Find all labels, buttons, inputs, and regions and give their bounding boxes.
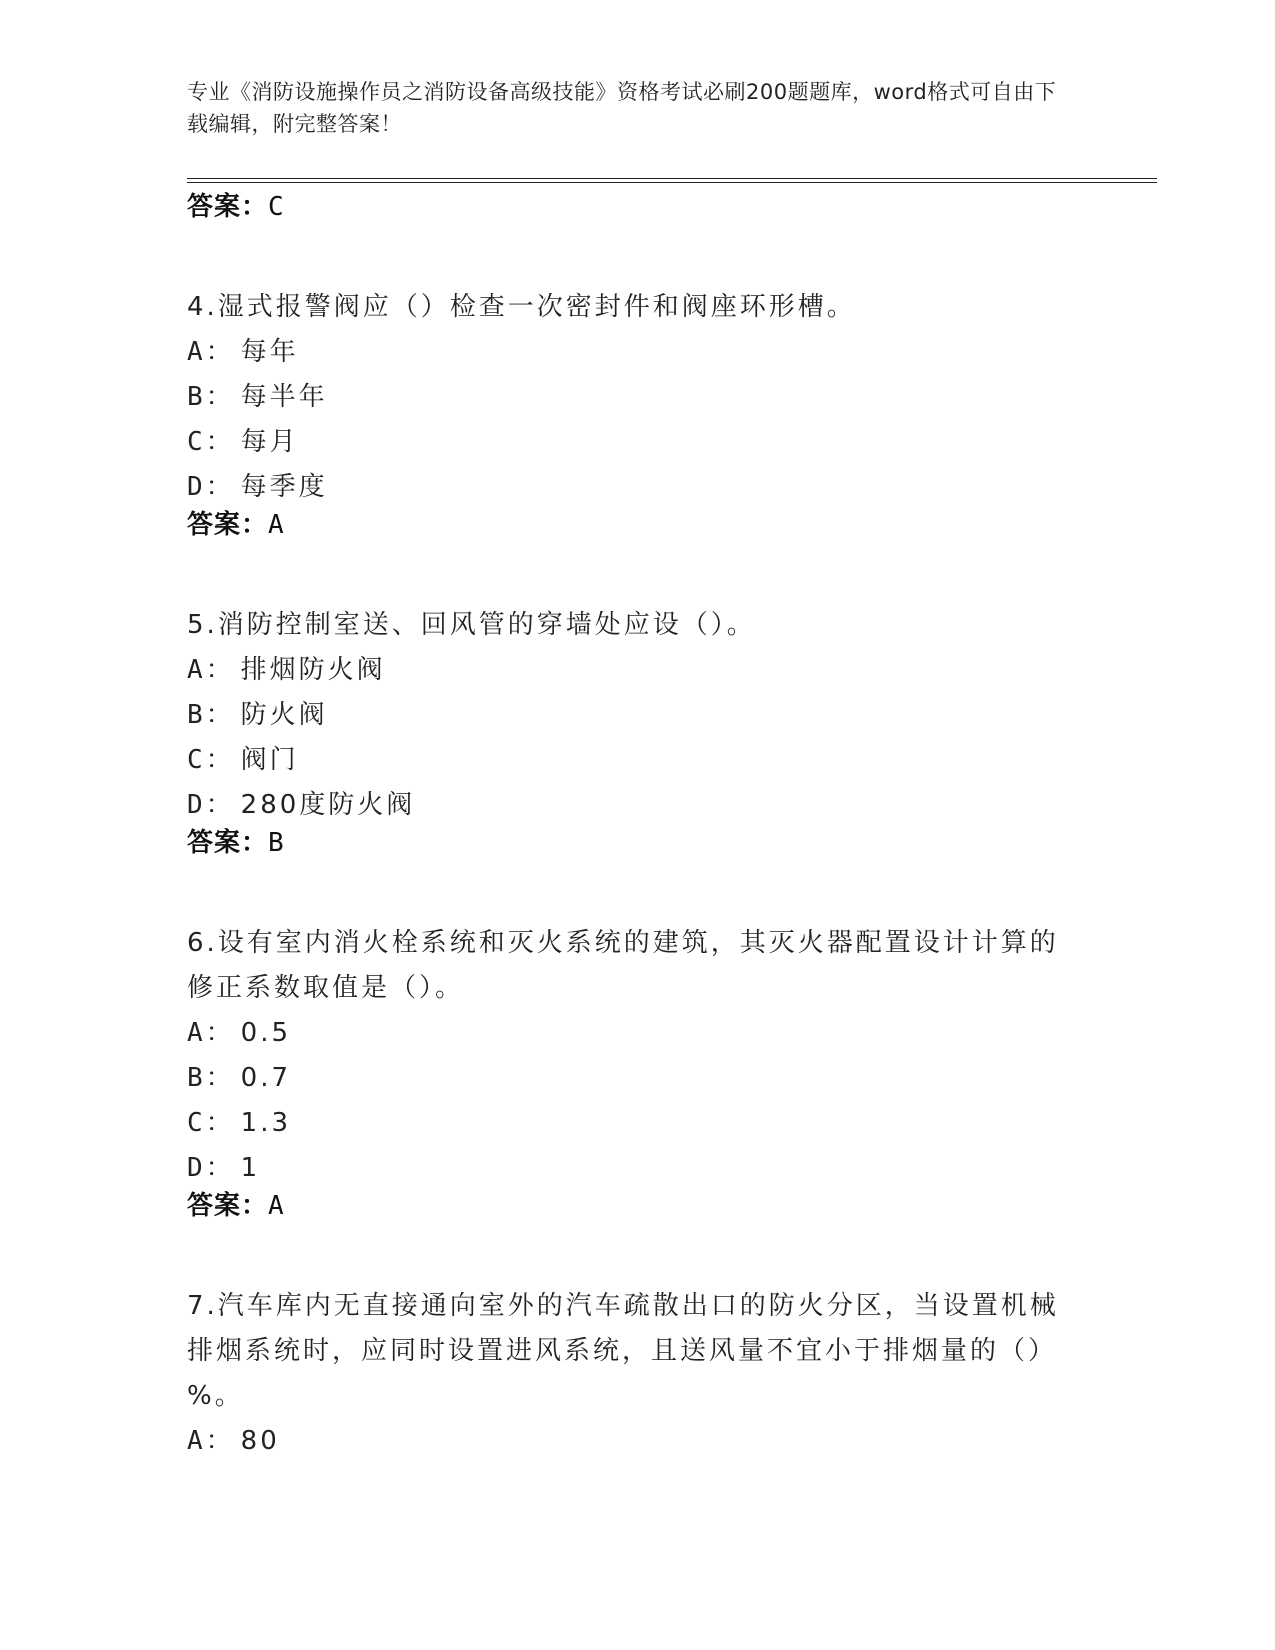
option-text: 每月	[240, 427, 299, 457]
option-a	[187, 1419, 1087, 1464]
option-text: 阀门	[240, 745, 299, 775]
question-stem: 4.湿式报警阀应（）检查一次密封件和阀座环形槽。	[187, 292, 856, 322]
answer-value: B	[268, 828, 285, 858]
answer-value: A	[268, 1191, 285, 1221]
option-b	[187, 375, 1087, 420]
option-key: B：	[187, 382, 235, 412]
option-c	[187, 1101, 1087, 1146]
option-key: C：	[187, 745, 235, 775]
answer-label: 答案：	[187, 828, 269, 858]
option-text: 0.7	[240, 1063, 292, 1093]
answer-line	[187, 828, 1087, 864]
option-c	[187, 420, 1087, 465]
option-text: 防火阀	[240, 700, 328, 730]
option-text: 1	[240, 1153, 261, 1183]
option-b	[187, 693, 1087, 738]
option-key: A：	[187, 337, 235, 367]
option-text: 1.3	[240, 1108, 292, 1138]
answer-line	[187, 510, 1087, 546]
option-d	[187, 465, 1087, 510]
question-block	[187, 603, 1087, 864]
option-text: 每半年	[240, 382, 328, 412]
option-key: D：	[187, 1153, 235, 1183]
option-key: A：	[187, 1426, 235, 1456]
option-key: C：	[187, 427, 235, 457]
answer-value: C	[268, 192, 285, 222]
option-key: B：	[187, 1063, 235, 1093]
option-b	[187, 1056, 1087, 1101]
question-block	[187, 921, 1087, 1227]
question-block	[187, 1284, 1087, 1464]
option-text: 80	[240, 1426, 280, 1456]
option-text: 0.5	[240, 1018, 292, 1048]
document-header: 专业《消防设施操作员之消防设备高级技能》资格考试必刷200题题库，word格式可自由下载编辑，附完整答案！	[187, 80, 1057, 136]
question-stem: 6.设有室内消火栓系统和灭火系统的建筑，其灭火器配置设计计算的修正系数取值是（）。	[187, 928, 1059, 1003]
option-key: D：	[187, 472, 235, 502]
option-key: B：	[187, 700, 235, 730]
header-divider	[187, 178, 1157, 183]
answer-label: 答案：	[187, 1191, 269, 1221]
answer-line	[187, 192, 1087, 228]
document-page	[187, 0, 1157, 1650]
option-text: 280度防火阀	[240, 790, 416, 820]
option-d	[187, 1146, 1087, 1191]
question-stem: 7.汽车库内无直接通向室外的汽车疏散出口的防火分区，当设置机械排烟系统时，应同时设置进风系统，且送风量不宜小于排烟量的（）%。	[187, 1291, 1059, 1411]
answer-label: 答案：	[187, 192, 269, 222]
option-text: 排烟防火阀	[240, 655, 386, 685]
question-stem: 5.消防控制室送、回风管的穿墙处应设（）。	[187, 610, 756, 640]
option-c	[187, 738, 1087, 783]
option-text: 每年	[240, 337, 299, 367]
option-d	[187, 783, 1087, 828]
answer-value: A	[268, 510, 285, 540]
answer-line	[187, 1191, 1087, 1227]
option-text: 每季度	[240, 472, 328, 502]
question-block	[187, 285, 1087, 546]
answer-label: 答案：	[187, 510, 269, 540]
option-a	[187, 648, 1087, 693]
option-key: C：	[187, 1108, 235, 1138]
option-key: D：	[187, 790, 235, 820]
option-a	[187, 1011, 1087, 1056]
option-key: A：	[187, 1018, 235, 1048]
question-list	[187, 192, 1087, 1464]
option-a	[187, 330, 1087, 375]
option-key: A：	[187, 655, 235, 685]
